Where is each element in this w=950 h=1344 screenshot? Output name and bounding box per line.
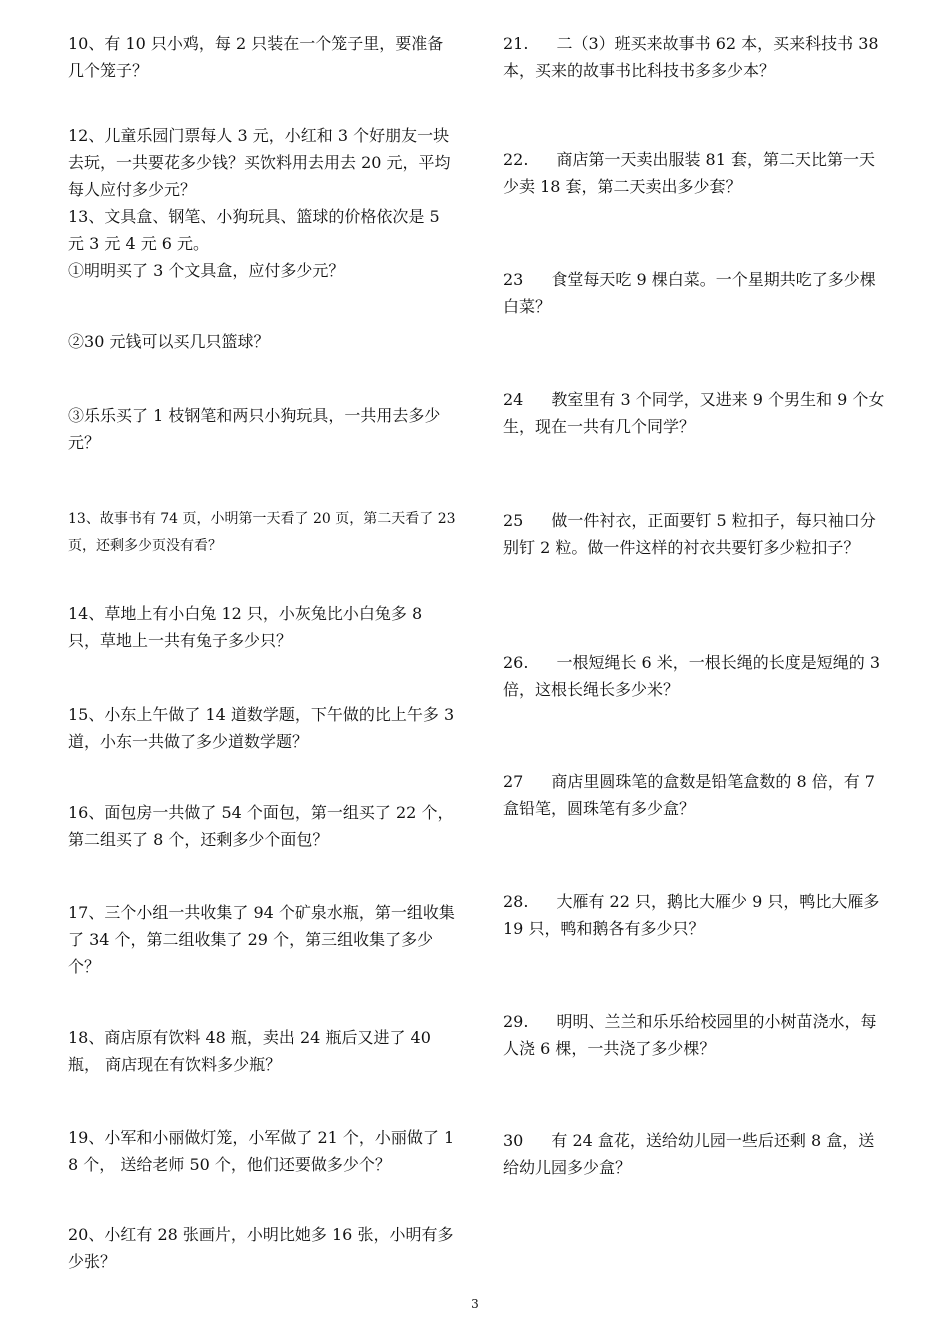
question-number: 18、 <box>68 1028 105 1047</box>
question-text: 乐乐买了 1 枝钢笔和两只小狗玩具，一共用去多少元？ <box>68 406 441 452</box>
question-text: 有 24 盒花，送给幼儿园一些后还剩 8 盒，送给幼儿园多少盒？ <box>503 1131 875 1177</box>
question-number: ② <box>68 332 85 351</box>
question-text: 大雁有 22 只，鹅比大雁少 9 只，鸭比大雁多 19 只，鸭和鹅各有多少只？ <box>503 892 880 938</box>
question-29 <box>503 1008 888 1062</box>
question-text: 有 10 只小鸡，每 2 只装在一个笼子里，要准备几个笼子？ <box>68 34 444 80</box>
question-text: 面包房一共做了 54 个面包，第一组买了 22 个，第二组买了 8 个，还剩多少个面包？ <box>68 803 454 849</box>
question-24 <box>503 386 888 440</box>
question-15 <box>68 701 458 755</box>
question-text: 明明买了 3 个文具盒，应付多少元？ <box>84 261 345 280</box>
question-number: 20、 <box>68 1225 105 1244</box>
question-22 <box>503 146 888 200</box>
question-text: 儿童乐园门票每人 3 元，小红和 3 个好朋友一块去玩，一共要花多少钱？买饮料用去用去 20 元，平均每人应付多少元？ <box>68 126 451 199</box>
question-number: 21. <box>503 34 529 53</box>
question-text: 商店原有饮料 48 瓶，卖出 24 瓶后又进了 40 瓶， 商店现在有饮料多少瓶？ <box>68 1028 431 1074</box>
question-text: 商店里圆珠笔的盒数是铅笔盒数的 8 倍，有 7 盒铅笔，圆珠笔有多少盒？ <box>503 772 875 818</box>
question-28 <box>503 888 888 942</box>
question-number: 10、 <box>68 34 105 53</box>
question-21 <box>503 30 888 84</box>
question-text: 教室里有 3 个同学，又进来 9 个男生和 9 个女生，现在一共有几个同学？ <box>503 390 885 436</box>
question-text: 一根短绳长 6 米，一根长绳的长度是短绳的 3 倍，这根长绳长多少米？ <box>503 653 881 699</box>
question-10 <box>68 30 458 84</box>
question-number: 15、 <box>68 705 105 724</box>
question-text: 二（3）班买来故事书 62 本，买来科技书 38 本，买来的故事书比科技书多多少本？ <box>503 34 879 80</box>
question-20 <box>68 1221 458 1275</box>
question-number: 16、 <box>68 803 105 822</box>
question-text: 故事书有 74 页，小明第一天看了 20 页，第二天看了 23 页，还剩多少页没有看？ <box>68 511 456 554</box>
question-text: 30 元钱可以买几只篮球？ <box>84 332 270 351</box>
question-23 <box>503 266 888 320</box>
question-25 <box>503 507 888 561</box>
question-number: 17、 <box>68 903 105 922</box>
question-number: 14、 <box>68 604 105 623</box>
question-13-part-2 <box>68 328 458 355</box>
question-12 <box>68 122 458 203</box>
question-number: 19、 <box>68 1128 105 1147</box>
question-30 <box>503 1127 888 1181</box>
question-16 <box>68 799 458 853</box>
question-13-part-1 <box>68 257 458 284</box>
page-number: 3 <box>471 1297 479 1311</box>
question-number: ③ <box>68 406 85 425</box>
question-13-intro <box>68 203 458 257</box>
question-number: 25 <box>503 511 524 530</box>
question-text: 食堂每天吃 9 棵白菜。一个星期共吃了多少棵白菜？ <box>503 270 876 316</box>
question-number: 29. <box>503 1012 529 1031</box>
question-text: 小红有 28 张画片，小明比她多 16 张，小明有多少张？ <box>68 1225 454 1271</box>
question-text: 小军和小丽做灯笼，小军做了 21 个，小丽做了 18 个， 送给老师 50 个，他们还要做多少个？ <box>68 1128 455 1174</box>
question-text: 文具盒、钢笔、小狗玩具、篮球的价格依次是 5 元 3 元 4 元 6 元。 <box>68 207 440 253</box>
question-number: 23 <box>503 270 524 289</box>
question-14 <box>68 600 458 654</box>
question-number: 24 <box>503 390 524 409</box>
question-number: 28. <box>503 892 529 911</box>
question-26 <box>503 649 888 703</box>
question-text: 小东上午做了 14 道数学题，下午做的比上午多 3 道，小东一共做了多少道数学题？ <box>68 705 455 751</box>
question-13-storybook <box>68 506 458 560</box>
question-19 <box>68 1124 458 1178</box>
question-number: 26. <box>503 653 529 672</box>
question-number: 27 <box>503 772 524 791</box>
question-27 <box>503 768 888 822</box>
question-17 <box>68 899 458 980</box>
question-text: 做一件衬衣，正面要钉 5 粒扣子，每只袖口分别钉 2 粒。做一件这样的衬衣共要钉多少粒扣子？ <box>503 511 876 557</box>
question-18 <box>68 1024 458 1078</box>
question-13-part-3 <box>68 402 458 456</box>
question-number: ① <box>68 261 85 280</box>
question-number: 12、 <box>68 126 105 145</box>
question-text: 商店第一天卖出服装 81 套，第二天比第一天少卖 18 套，第二天卖出多少套？ <box>503 150 875 196</box>
question-text: 三个小组一共收集了 94 个矿泉水瓶，第一组收集了 34 个，第二组收集了 29 个，第三组收集了多少个？ <box>68 903 455 976</box>
question-text: 草地上有小白兔 12 只，小灰兔比小白兔多 8 只，草地上一共有兔子多少只？ <box>68 604 423 650</box>
question-number: 13、 <box>68 207 105 226</box>
question-number: 13、 <box>68 511 100 527</box>
question-number: 22. <box>503 150 529 169</box>
question-number: 30 <box>503 1131 524 1150</box>
question-text: 明明、兰兰和乐乐给校园里的小树苗浇水，每人浇 6 棵，一共浇了多少棵？ <box>503 1012 877 1058</box>
